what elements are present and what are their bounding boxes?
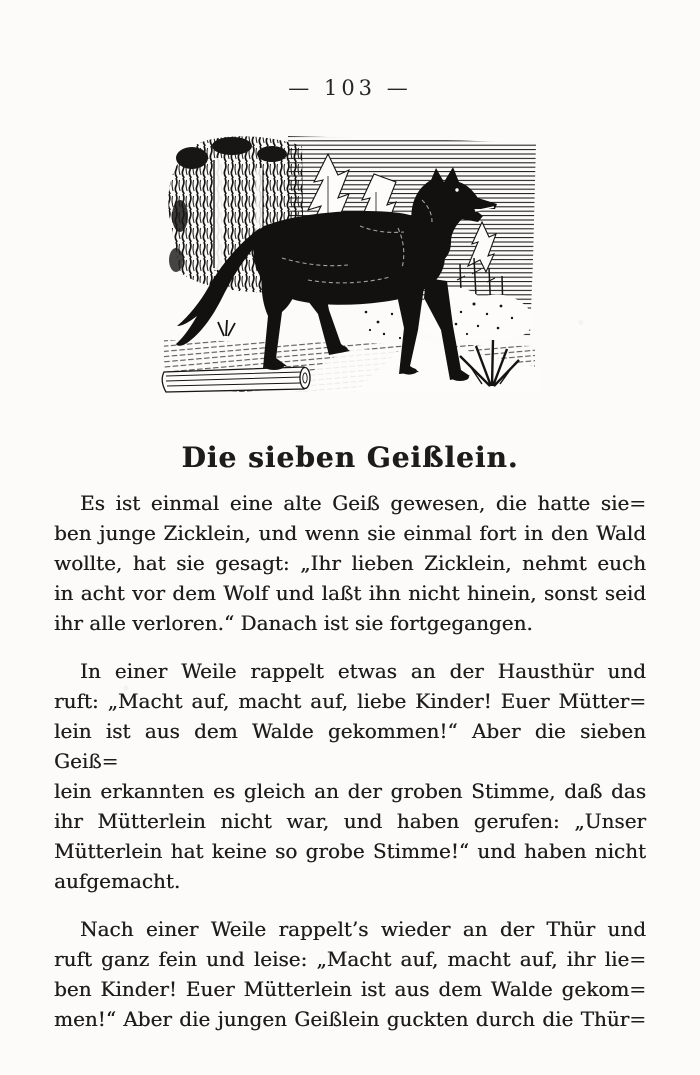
wolf-woodcut-image <box>160 130 540 395</box>
text-line: ben Kinder! Euer Mütterlein ist aus dem Walde gekom= <box>54 977 646 1001</box>
text-line: lein ist aus dem Walde gekommen!“ Aber die sieben Geiß= <box>54 719 646 773</box>
text-line: ihr alle verloren.“ Danach ist sie fortgegangen. <box>54 611 533 635</box>
text-line: aufgemacht. <box>54 869 181 893</box>
story-text <box>54 488 646 1034</box>
text-line: Es ist einmal eine alte Geiß gewesen, die hatte sie= <box>80 491 646 515</box>
text-line: ben junge Zicklein, und wenn sie einmal fort in den Wald <box>54 521 646 545</box>
text-line: lein erkannten es gleich an der groben Stimme, daß das <box>54 779 646 803</box>
paragraph <box>54 656 646 896</box>
text-line: In einer Weile rappelt etwas an der Hausthür und <box>80 659 646 683</box>
text-line: wollte, hat sie gesagt: „Ihr lieben Zicklein, nehmt euch <box>54 551 646 575</box>
text-line: in acht vor dem Wolf und laßt ihn nicht hinein, sonst seid <box>54 581 646 605</box>
story-title: Die sieben Geißlein. <box>181 441 519 474</box>
text-line: ruft: „Macht auf, macht auf, liebe Kinder! Euer Mütter= <box>54 689 646 713</box>
fallen-log <box>162 367 310 392</box>
text-line: men!“ Aber die jungen Geißlein guckten durch die Thür= <box>54 1007 646 1031</box>
paragraph <box>54 488 646 638</box>
wolf-eye <box>455 188 458 191</box>
page-number: — 103 — <box>288 76 412 100</box>
text-line: Mütterlein hat keine so grobe Stimme!“ und haben nicht <box>54 839 646 863</box>
text-line: Nach einer Weile rappelt’s wieder an der Thür und <box>80 917 646 941</box>
paragraph <box>54 914 646 1034</box>
text-line: ruft ganz fein und leise: „Macht auf, macht auf, ihr lie= <box>54 947 646 971</box>
text-line: ihr Mütterlein nicht war, und haben gerufen: „Unser <box>54 809 646 833</box>
wolf-woodcut-illustration <box>160 130 540 395</box>
